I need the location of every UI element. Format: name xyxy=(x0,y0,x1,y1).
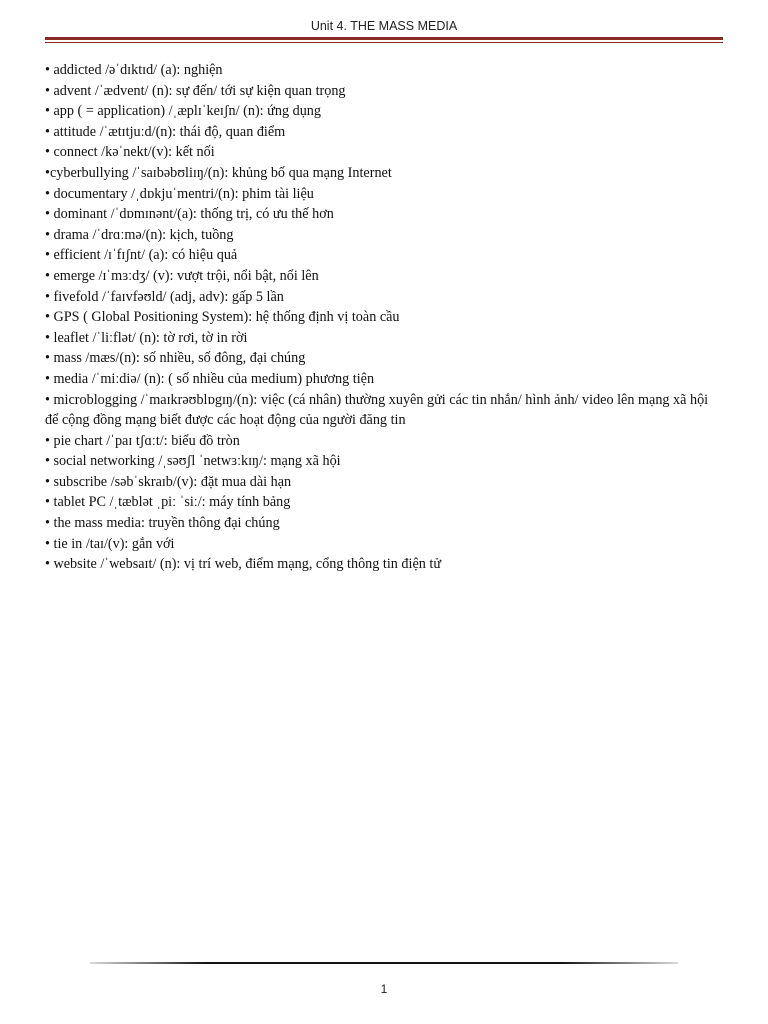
vocab-item-connect: • connect /kəˈnekt/(v): kết nối xyxy=(45,144,215,161)
header-rule xyxy=(45,37,723,40)
vocab-item-advent: • advent /ˈædvent/ (n): sự đến/ tới sự kiện quan trọng xyxy=(45,82,346,99)
vocab-item-tablet-pc: • tablet PC /ˌtæblət ˌpiː ˈsiː/: máy tính bảng xyxy=(45,494,291,511)
header-rule-secondary xyxy=(45,42,723,43)
vocab-item-leaflet: • leaflet /ˈliːflət/ (n): tờ rơi, tờ in rời xyxy=(45,329,248,346)
vocab-item-microblogging: • microblogging /ˈmaɪkrəʊblɒgɪŋ/(n): việc (cá nhân) thường xuyên gửi các tin nhắn/ hình ảnh/ video lên mạng xã hội để cộng đồng mạng biết được các hoạt động của người đăng tin xyxy=(45,391,709,429)
vocab-item-addicted: • addicted /əˈdɪktɪd/ (a): nghiện xyxy=(45,62,223,78)
vocab-item-documentary: • documentary /ˌdɒkjuˈmentri/(n): phim tài liệu xyxy=(45,185,314,202)
vocab-item-media: • media /ˈmiːdiə/ (n): ( số nhiều của medium) phương tiện xyxy=(45,370,375,387)
vocab-item-app: • app ( = application) /ˌæplɪˈkeɪʃn/ (n): ứng dụng xyxy=(45,103,321,120)
vocab-item-attitude: • attitude /ˈætɪtjuːd/(n): thái độ, quan điểm xyxy=(45,123,286,140)
footer-rule xyxy=(90,962,678,964)
vocab-item-dominant: • dominant /ˈdɒmɪnənt/(a): thống trị, có ưu thế hơn xyxy=(45,206,334,223)
page-header-title: Unit 4. THE MASS MEDIA xyxy=(310,19,458,33)
vocab-item-efficient: • efficient /ɪˈfɪʃnt/ (a): có hiệu quả xyxy=(45,247,238,264)
vocab-item-fivefold: • fivefold /ˈfaɪvfəʊld/ (adj, adv): gấp 5 lần xyxy=(45,288,284,305)
vocab-item-drama: • drama /ˈdrɑːmə/(n): kịch, tuồng xyxy=(45,226,234,243)
vocab-item-mass: • mass /mæs/(n): số nhiều, số đông, đại chúng xyxy=(45,350,306,367)
vocab-item-tie-in: • tie in /taɪ/(v): gắn với xyxy=(45,535,175,552)
vocab-item-cyberbullying: •cyberbullying /ˈsaɪbəbʊliɪŋ/(n): khủng bố qua mạng Internet xyxy=(45,164,392,181)
vocab-item-subscribe: • subscribe /səbˈskraɪb/(v): đặt mua dài hạn xyxy=(45,473,292,490)
vocab-item-social-networking: • social networking /ˌsəʊʃl ˈnetwɜːkɪŋ/: mạng xã hội xyxy=(45,453,341,470)
page-number: 1 xyxy=(380,982,388,996)
vocab-item-gps: • GPS ( Global Positioning System): hệ thống định vị toàn cầu xyxy=(45,309,400,326)
vocabulary-list xyxy=(45,60,725,575)
vocab-item-pie-chart: • pie chart /ˈpaɪ tʃɑːt/: biểu đồ tròn xyxy=(45,432,240,449)
vocab-item-emerge: • emerge /ɪˈmɜːdʒ/ (v): vượt trội, nổi bật, nổi lên xyxy=(45,267,319,284)
vocab-item-website: • website /ˈwebsaɪt/ (n): vị trí web, điểm mạng, cổng thông tin điện tử xyxy=(45,556,442,573)
vocab-item-the-mass-media: • the mass media: truyền thông đại chúng xyxy=(45,515,280,532)
